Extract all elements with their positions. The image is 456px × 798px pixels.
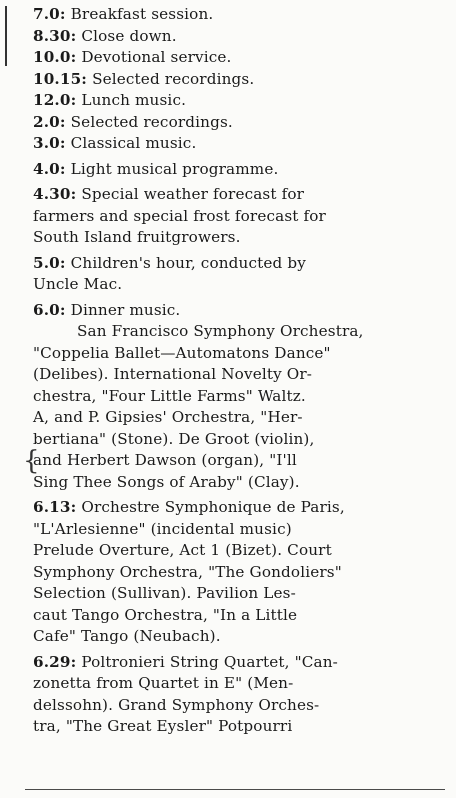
- programme-time: 5.0:: [33, 253, 66, 272]
- programme-time: 12.0:: [33, 91, 77, 109]
- programme-text: Light musical programme.: [70, 159, 279, 178]
- programme-text-line: caut Tango Orchestra, "In a Little: [33, 605, 298, 624]
- dinner-music-detail: [33, 321, 447, 343]
- programme-time: 3.0:: [33, 134, 66, 152]
- programme-time: 10.15:: [33, 69, 88, 88]
- programme-text-line: Children's hour, conducted by: [70, 253, 306, 272]
- programme-text-line: zonetta from Quartet in E" (Men-: [33, 674, 294, 692]
- programme-entry: [33, 26, 447, 48]
- programme-text-line: Uncle Mac.: [33, 275, 123, 293]
- programme-text-line: "L'Arlesienne" (incidental music): [33, 519, 292, 538]
- programme-entry: [33, 497, 447, 648]
- programme-text-line: Orchestre Symphonique de Paris,: [81, 498, 345, 516]
- programme-time: 6.29:: [33, 652, 77, 671]
- programme-time: 6.13:: [33, 498, 77, 516]
- programme-text-line: delssohn). Grand Symphony Orches-: [33, 695, 320, 714]
- programme-text: Breakfast session.: [70, 5, 214, 23]
- programme-entry: [33, 253, 447, 296]
- programme-entry: [33, 133, 447, 155]
- programme-text-line: farmers and special frost forecast for: [33, 206, 326, 225]
- programme-text: Lunch music.: [81, 91, 187, 109]
- programme-text-line: Dinner music.: [70, 300, 181, 319]
- margin-brace-mark: {: [23, 446, 40, 476]
- column-divider-rule: [25, 789, 445, 790]
- programme-entry: [33, 300, 447, 494]
- programme-time: 4.0:: [33, 159, 66, 178]
- programme-text-line: bertiana" (Stone). De Groot (violin),: [33, 429, 315, 448]
- programme-text-line: (Delibes). International Novelty Or-: [33, 365, 313, 383]
- programme-text-line: A, and P. Gipsies' Orchestra, "Her-: [33, 408, 303, 426]
- programme-text: Devotional service.: [81, 48, 232, 66]
- programme-text-line: Poltronieri String Quartet, "Can-: [81, 652, 338, 671]
- programme-entry: [33, 69, 447, 91]
- programme-entry: [33, 90, 447, 112]
- programme-text-line: Cafe" Tango (Neubach).: [33, 627, 221, 645]
- programme-text-line: San Francisco Symphony Orchestra,: [77, 322, 364, 340]
- programme-text-line: Special weather forecast for: [81, 185, 305, 203]
- programme-text-line: tra, "The Great Eysler" Potpourri: [33, 717, 293, 735]
- programme-entry: [33, 652, 447, 738]
- programme-entry: [33, 184, 447, 249]
- programme-text-line: Prelude Overture, Act 1 (Bizet). Court: [33, 541, 332, 559]
- programme-text: Selected recordings.: [70, 112, 233, 131]
- programme-text-line: Sing Thee Songs of Araby" (Clay).: [33, 472, 300, 491]
- programme-time: 4.30:: [33, 185, 77, 203]
- programme-time: 6.0:: [33, 300, 66, 319]
- programme-text-line: and Herbert Dawson (organ), "I'll: [33, 451, 297, 469]
- programme-time: 10.0:: [33, 48, 77, 66]
- scan-mark: [5, 6, 7, 66]
- programme-entry: [33, 4, 447, 26]
- programme-text-line: South Island fruitgrowers.: [33, 228, 241, 246]
- programme-entry: [33, 112, 447, 134]
- programme-text-line: "Coppelia Ballet—Automatons Dance": [33, 343, 331, 362]
- programme-text-line: Symphony Orchestra, "The Gondoliers": [33, 562, 342, 581]
- programme-time: 2.0:: [33, 112, 66, 131]
- programme-text-line: Selection (Sullivan). Pavilion Les-: [33, 584, 296, 602]
- programme-text-line: chestra, "Four Little Farms" Waltz.: [33, 386, 306, 405]
- programme-text: Classical music.: [70, 134, 197, 152]
- programme-time: 8.30:: [33, 26, 77, 45]
- programme-entry: [33, 159, 447, 181]
- programme-text: Selected recordings.: [92, 69, 255, 88]
- programme-text: Close down.: [81, 26, 177, 45]
- programme-entry: [33, 47, 447, 69]
- programme-time: 7.0:: [33, 5, 66, 23]
- radio-programme-list: [33, 4, 447, 738]
